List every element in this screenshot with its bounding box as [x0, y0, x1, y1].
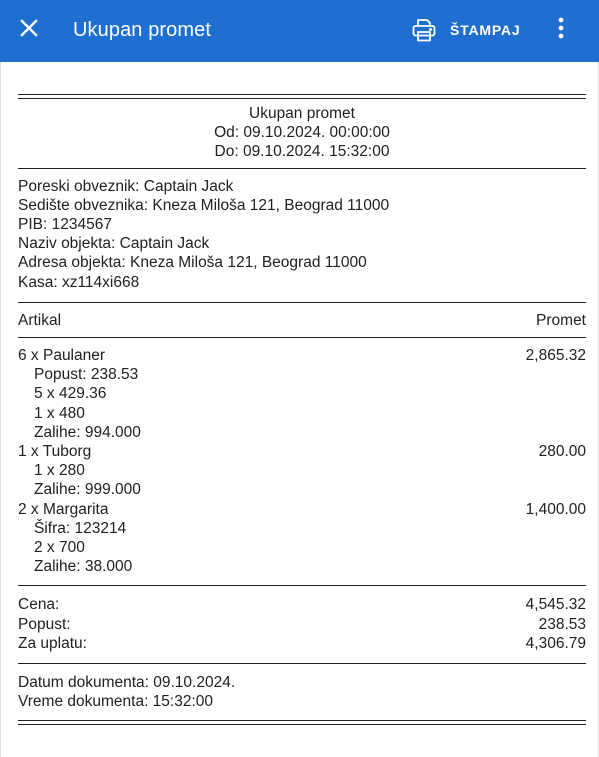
item-detail: Zalihe: 994.000 [34, 423, 141, 441]
item-detail: Zalihe: 38.000 [34, 558, 133, 576]
taxpayer-name: Poreski obveznik: Captain Jack [18, 177, 234, 195]
close-button[interactable] [14, 15, 44, 45]
receipt-header [18, 99, 586, 168]
item-detail: Šifra: 123214 [34, 519, 127, 537]
document-time: Vreme dokumenta: 15:32:00 [18, 693, 214, 711]
item-name: 1 x Tuborg [18, 443, 92, 461]
printer-icon [410, 16, 438, 44]
register-id: Kasa: xz114xi668 [18, 273, 140, 291]
item-detail: 1 x 480 [34, 404, 85, 422]
column-article: Artikal [18, 311, 62, 329]
item-amount: 280.00 [538, 443, 586, 461]
list-item [18, 500, 586, 577]
double-divider [18, 720, 586, 725]
document-date: Datum dokumenta: 09.10.2024. [18, 674, 236, 692]
taxpayer-address: Sedište obveznika: Kneza Miloša 121, Beograd 11000 [18, 196, 390, 214]
column-turnover: Promet [536, 311, 586, 329]
item-detail: 1 x 280 [34, 462, 85, 480]
receipt-scroll-area[interactable] [0, 62, 599, 757]
list-item [18, 442, 586, 500]
app-bar [0, 0, 599, 62]
item-detail: 2 x 700 [34, 539, 85, 557]
total-payable-row [18, 634, 586, 653]
total-value: 4,306.79 [525, 634, 586, 652]
total-label: Cena: [18, 596, 60, 614]
total-value: 4,545.32 [525, 596, 586, 614]
total-discount-row [18, 615, 586, 634]
item-detail: Popust: 238.53 [34, 366, 139, 384]
object-address: Adresa objekta: Kneza Miloša 121, Beograd 11000 [18, 254, 367, 272]
item-detail: 5 x 429.36 [34, 385, 107, 403]
item-list [18, 338, 586, 585]
period-to: Do: 09.10.2024. 15:32:00 [214, 143, 390, 161]
item-name: 6 x Paulaner [18, 347, 106, 365]
total-label: Za uplatu: [18, 634, 87, 652]
print-button-label: ŠTAMPAJ [450, 22, 521, 38]
close-icon [19, 18, 39, 43]
list-item [18, 346, 586, 442]
item-name: 2 x Margarita [18, 500, 109, 518]
more-vert-icon [558, 17, 564, 44]
more-options-button[interactable] [546, 14, 576, 46]
total-value: 238.53 [538, 615, 586, 633]
print-button[interactable] [404, 12, 530, 48]
item-amount: 1,400.00 [525, 500, 586, 518]
item-amount: 2,865.32 [525, 347, 586, 365]
receipt [18, 94, 586, 725]
object-name: Naziv objekta: Captain Jack [18, 235, 210, 253]
period-from: Od: 09.10.2024. 00:00:00 [214, 124, 390, 142]
column-header [18, 303, 586, 337]
page-title: Ukupan promet [73, 19, 212, 41]
document-info [18, 664, 586, 720]
total-price-row [18, 595, 586, 614]
totals [18, 586, 586, 663]
total-label: Popust: [18, 615, 71, 633]
taxpayer-info [18, 169, 586, 302]
pib: PIB: 1234567 [18, 216, 112, 234]
receipt-title: Ukupan promet [249, 105, 355, 122]
item-detail: Zalihe: 999.000 [34, 481, 141, 499]
